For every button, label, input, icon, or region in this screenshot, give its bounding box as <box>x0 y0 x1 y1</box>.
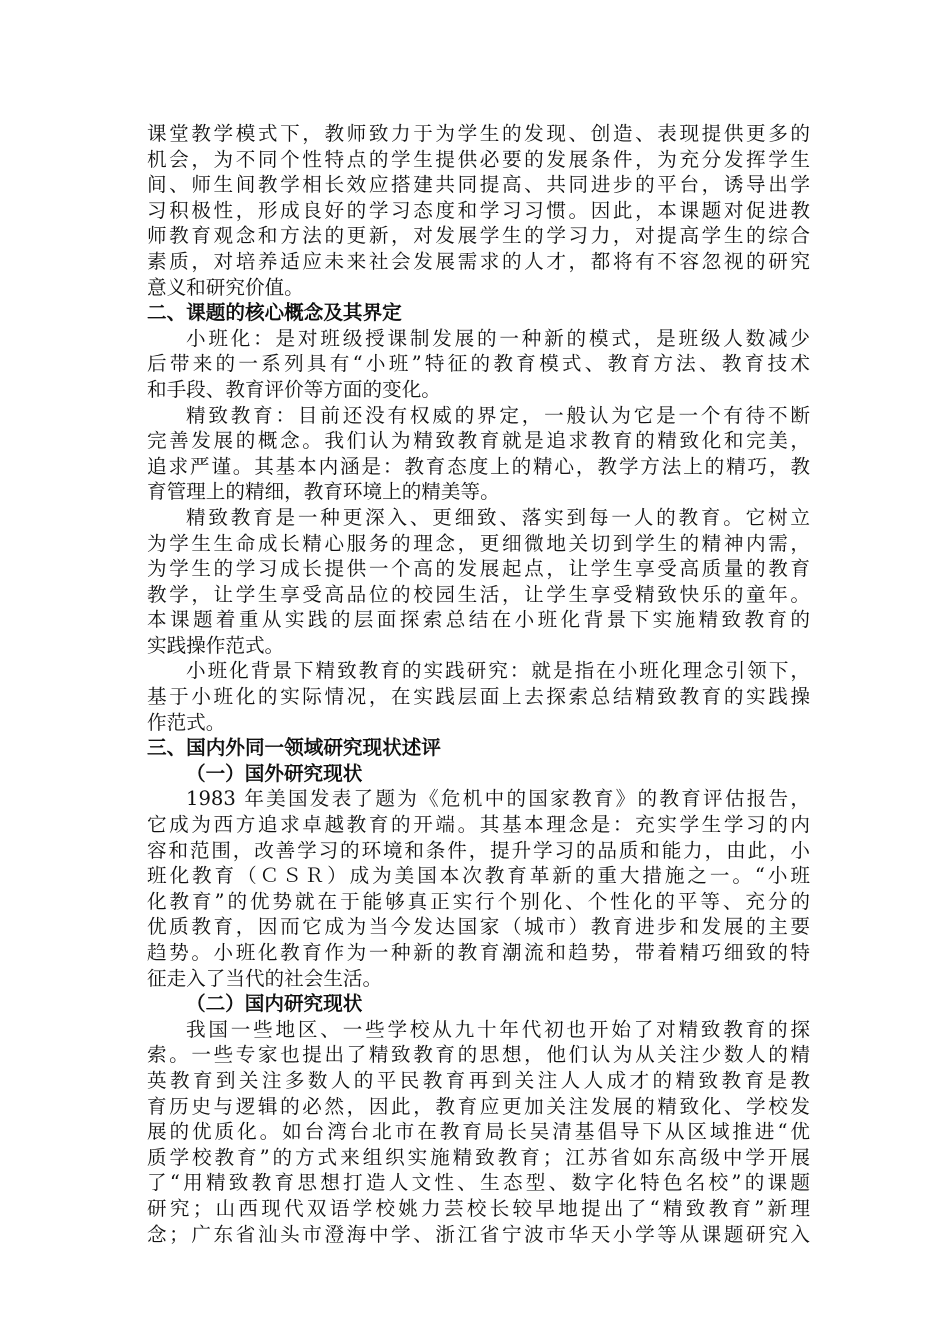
text-line: 教学，让学生享受高品位的校园生活，让学生享受精致快乐的童年。 <box>147 582 810 606</box>
paragraph <box>147 121 810 300</box>
text-line: 展的优质化。如台湾台北市在教育局长吴清基倡导下从区域推进“优 <box>147 1120 810 1144</box>
text-line: 我国一些地区、一些学校从九十年代初也开始了对精致教育的探 <box>186 1017 810 1041</box>
text-line: 精致教育：目前还没有权威的界定，一般认为它是一个有待不断 <box>186 403 810 427</box>
text-line: 机会，为不同个性特点的学生提供必要的发展条件，为充分发挥学生 <box>147 147 810 171</box>
text-line: 它成为西方追求卓越教育的开端。其基本理念是：充实学生学习的内 <box>147 813 810 837</box>
text-line: 完善发展的概念。我们认为精致教育就是追求教育的精致化和完美， <box>147 429 810 453</box>
text-line: 研究；山西现代双语学校姚力芸校长较早地提出了“精致教育”新理 <box>147 1196 810 1220</box>
text-line: 本课题着重从实践的层面探索总结在小班化背景下实施精致教育的 <box>147 608 810 632</box>
text-line: 征走入了当代的社会生活。 <box>147 966 383 990</box>
section-heading: 二、课题的核心概念及其界定 <box>147 301 402 325</box>
text-line: 实践操作范式。 <box>147 633 285 657</box>
text-line: 为学生的学习成长提供一个高的发展起点，让学生享受高质量的教育 <box>147 557 810 581</box>
text-line: 索。一些专家也提出了精致教育的思想，他们认为从关注少数人的精 <box>147 1043 810 1067</box>
paragraph <box>147 326 810 403</box>
text-line: 小班化：是对班级授课制发展的一种新的模式，是班级人数减少 <box>186 326 810 350</box>
text-line: 容和范围，改善学习的环境和条件，提升学习的品质和能力，由此，小 <box>147 838 810 862</box>
section-heading: 三、国内外同一领域研究现状述评 <box>147 736 441 760</box>
section-subheading: （二）国内研究现状 <box>186 992 363 1016</box>
paragraph <box>147 786 810 991</box>
text-line: 小班化背景下精致教育的实践研究：就是指在小班化理念引领下， <box>186 659 810 683</box>
paragraph <box>147 403 810 505</box>
text-line: 为学生生命成长精心服务的理念，更细微地关切到学生的精神内需， <box>147 531 810 555</box>
text-line: 1983 年美国发表了题为《危机中的国家教育》的教育评估报告， <box>186 787 810 811</box>
text-line: 师教育观念和方法的更新，对发展学生的学习力，对提高学生的综合 <box>147 224 810 248</box>
paragraph <box>147 1017 810 1247</box>
text-line: 念；广东省汕头市澄海中学、浙江省宁波市华天小学等从课题研究入 <box>147 1222 810 1246</box>
text-line: 精致教育是一种更深入、更细致、落实到每一人的教育。它树立 <box>186 505 810 529</box>
text-line: 趋势。小班化教育作为一种新的教育潮流和趋势，带着精巧细致的特 <box>147 941 810 964</box>
text-line: 习积极性，形成良好的学习态度和学习习惯。因此，本课题对促进教 <box>147 198 810 222</box>
text-line: 意义和研究价值。 <box>147 275 304 299</box>
text-line: 英教育到关注多数人的平民教育再到关注人人成才的精致教育是教 <box>147 1068 810 1092</box>
text-line: 追求严谨。其基本内涵是：教育态度上的精心，教学方法上的精巧，教 <box>147 454 810 478</box>
text-line: 后带来的一系列具有“小班”特征的教育模式、教育方法、教育技术 <box>147 352 810 376</box>
text-line: 基于小班化的实际情况，在实践层面上去探索总结精致教育的实践操 <box>147 685 810 709</box>
text-line: 班化教育（ＣＳＲ）成为美国本次教育革新的重大措施之一。“小班 <box>147 864 810 888</box>
text-line: 优质教育，因而它成为当今发达国家（城市）教育进步和发展的主要 <box>147 915 810 939</box>
text-line: 质学校教育”的方式来组织实施精致教育；江苏省如东高级中学开展 <box>147 1145 810 1169</box>
text-line: 育管理上的精细，教育环境上的精美等。 <box>147 480 500 504</box>
text-line: 作范式。 <box>147 710 226 734</box>
text-line: 了“用精致教育思想打造人文性、生态型、数字化特色名校”的课题 <box>147 1171 810 1195</box>
paragraph <box>147 505 810 659</box>
paragraph <box>147 658 810 735</box>
text-line: 课堂教学模式下，教师致力于为学生的发现、创造、表现提供更多的 <box>147 122 810 145</box>
section-subheading: （一）国外研究现状 <box>186 761 363 785</box>
text-line: 素质，对培养适应未来社会发展需求的人才，都将有不容忽视的研究 <box>147 249 810 273</box>
text-line: 化教育”的优势就在于能够真正实行个别化、个性化的平等、充分的 <box>147 889 810 913</box>
text-line: 育历史与逻辑的必然，因此，教育应更加关注发展的精致化、学校发 <box>147 1094 810 1118</box>
text-line: 间、师生间教学相长效应搭建共同提高、共同进步的平台，诱导出学 <box>147 173 810 197</box>
document-body <box>147 121 810 1247</box>
text-line: 和手段、教育评价等方面的变化。 <box>147 377 441 401</box>
